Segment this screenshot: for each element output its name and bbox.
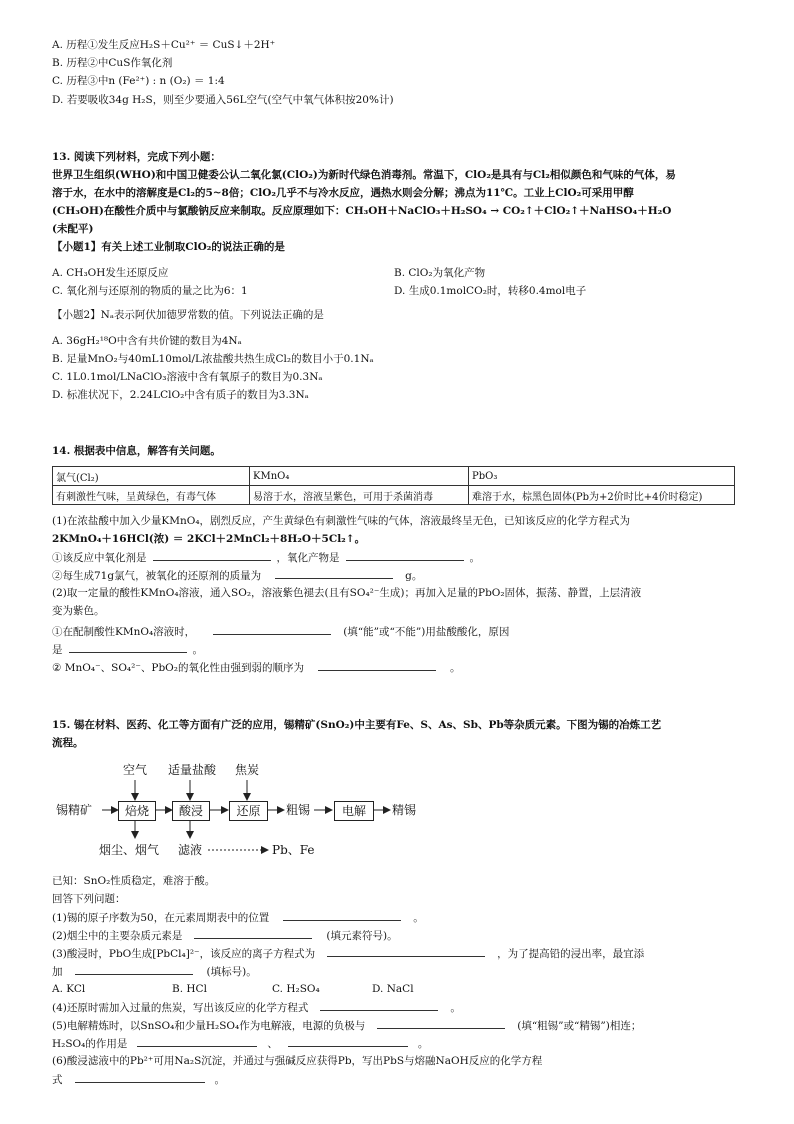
q14-part2-q1-reason — [52, 642, 203, 657]
q15-q3-add: 加 — [52, 966, 63, 978]
q15-q5-text: (5)电解精炼时，以SnSO₄和少量H₂SO₄作为电解液，电源的负极与 — [52, 1020, 366, 1032]
q12-option-b: B. 历程②中CuS作氧化剂 — [52, 57, 173, 69]
q14-part1-q1-text: ①该反应中氧化剂是 — [52, 552, 147, 564]
table-cell: 有刺激性气味，呈黄绿色，有毒气体 — [53, 486, 250, 505]
answer-blank[interactable] — [320, 1000, 438, 1011]
q15-q2-end: (填元素符号)。 — [326, 930, 398, 942]
table-header-cell: 氯气(Cl₂) — [53, 467, 250, 486]
q15-q3-option-c: C. H₂SO₄ — [272, 983, 320, 995]
flow-output-filtrate: 滤液 — [178, 843, 203, 857]
q15-title-line-2: 流程。 — [52, 737, 84, 749]
flow-start-ore: 锡精矿 — [56, 803, 93, 817]
q15-q5-line2 — [52, 1036, 428, 1051]
q14-part2-q2-end: 。 — [450, 662, 461, 674]
table-row — [53, 486, 735, 505]
answer-blank[interactable] — [194, 928, 312, 939]
answer-blank[interactable] — [69, 642, 187, 653]
q12-option-d: D. 若要吸收34g H₂S，则至少要通入56L空气(空气中氧气体积按20%计) — [52, 94, 394, 106]
q15-q6-line2 — [52, 1072, 225, 1087]
q15-q3-text-2: ，为了提高铅的浸出率，最宜添 — [497, 948, 645, 960]
q14-part2-q2 — [52, 660, 461, 675]
q14-part1-q1 — [52, 550, 480, 565]
q15-q1 — [52, 910, 424, 925]
table-header-cell: PbO₃ — [469, 467, 735, 486]
answer-blank[interactable] — [346, 550, 464, 561]
flow-output-dust: 烟尘、烟气 — [99, 843, 160, 857]
table-cell: 易溶于水，溶液呈紫色，可用于杀菌消毒 — [250, 486, 469, 505]
q15-q3-line2 — [52, 964, 257, 979]
q15-q5-text-2: (填“粗锡”或“精锡”)相连； — [517, 1020, 642, 1032]
q15-q6-text: 式 — [52, 1074, 63, 1086]
table-header-row — [53, 467, 735, 486]
q14-title: 14. 根据表中信息，解答有关问题。 — [52, 445, 221, 457]
q14-part2-q1-text-2: (填“能”或“不能”)用盐酸酸化，原因 — [343, 626, 510, 638]
q15-q2-text: (2)烟尘中的主要杂质元素是 — [52, 930, 183, 942]
table-header-cell: KMnO₄ — [250, 467, 469, 486]
q14-part1-q2-text: ②每生成71g氯气，被氧化的还原剂的质量为 — [52, 570, 262, 582]
q14-part2-q2-text: ② MnO₄⁻、SO₄²⁻、PbO₂的氧化性由强到弱的顺序为 — [52, 662, 304, 674]
flow-crude-tin: 粗锡 — [286, 803, 311, 817]
q13-sub2-option-c: C. 1L0.1mol/LNaClO₃溶液中含有氧原子的数目为0.3Nₐ — [52, 371, 323, 383]
q14-part1-stem: (1)在浓盐酸中加入少量KMnO₄，剧烈反应，产生黄绿色有刺激性气味的气体，溶液最终呈无色，已知该反应的化学方程式为 — [52, 515, 631, 527]
answer-blank[interactable] — [377, 1018, 505, 1029]
q15-q3-option-a: A. KCl — [52, 983, 86, 995]
q13-sub1-option-a: A. CH₃OH发生还原反应 — [52, 267, 169, 279]
q15-answer-prompt: 回答下列问题： — [52, 893, 126, 905]
flow-input-coke: 焦炭 — [235, 763, 260, 777]
q13-sub2-title: 【小题2】Nₐ表示阿伏加德罗常数的值。下列说法正确的是 — [52, 309, 324, 321]
answer-blank[interactable] — [213, 624, 331, 635]
q14-part1-q1-end: 。 — [469, 552, 480, 564]
q12-option-c: C. 历程③中n (Fe²⁺) : n (O₂) ＝ 1:4 — [52, 75, 225, 87]
answer-blank[interactable] — [318, 660, 436, 671]
q13-passage-line-3: (CH₃OH)在酸性介质中与氯酸钠反应来制取。反应原理如下：CH₃OH＋NaClO₃＋H₂SO₄ → CO₂↑＋ClO₂↑＋NaHSO₄＋H₂O — [52, 205, 672, 217]
q15-process-flowchart — [52, 762, 452, 862]
q13-sub1-option-d: D. 生成0.1molCO₂时，转移0.4mol电子 — [394, 285, 587, 297]
q15-q5-purpose: H₂SO₄的作用是 — [52, 1038, 128, 1050]
q15-q3-option-b: B. HCl — [172, 983, 207, 995]
q15-q3-end: (填标号)。 — [206, 966, 257, 978]
q13-passage-line-1: 世界卫生组织(WHO)和中国卫健委公认二氧化氯(ClO₂)为新时代绿色消毒剂。常温下，ClO₂是具有与Cl₂相似颜色和气味的气体，易 — [52, 169, 676, 181]
q15-q4 — [52, 1000, 461, 1015]
q15-title-line-1: 15. 锡在材料、医药、化工等方面有广泛的应用，锡精矿(SnO₂)中主要有Fe、S、As、Sb、Pb等杂质元素。下图为锡的冶炼工艺 — [52, 719, 662, 731]
q15-known: 已知：SnO₂性质稳定，难溶于酸。 — [52, 875, 216, 887]
q15-q6: (6)酸浸滤液中的Pb²⁺可用Na₂S沉淀，并通过与强碱反应获得Pb，写出PbS与熔融NaOH反应的化学方程 — [52, 1055, 543, 1067]
q14-part2-q1-reason-end: 。 — [192, 644, 203, 656]
q15-q5 — [52, 1018, 641, 1033]
q13-sub1-option-c: C. 氧化剂与还原剂的物质的量之比为6：1 — [52, 285, 248, 297]
answer-blank[interactable] — [288, 1036, 408, 1047]
q14-info-table — [52, 466, 735, 505]
q15-q4-text: (4)还原时需加入过量的焦炭，写出该反应的化学方程式 — [52, 1002, 309, 1014]
q13-sub1-option-b: B. ClO₂为氧化产物 — [394, 267, 486, 279]
q15-q3-text: (3)酸浸时，PbO生成[PbCl₄]²⁻，该反应的离子方程式为 — [52, 948, 316, 960]
flow-step-electrolysis: 电解 — [334, 801, 374, 821]
q15-q5-end: 。 — [417, 1038, 429, 1050]
q14-part2-stem-2: 变为紫色。 — [52, 605, 105, 617]
answer-blank[interactable] — [75, 1072, 205, 1083]
q15-q5-sep: 、 — [267, 1038, 278, 1050]
q15-q1-text: (1)锡的原子序数为50，在元素周期表中的位置 — [52, 912, 270, 924]
q13-sub2-option-d: D. 标准状况下，2.24LClO₂中含有质子的数目为3.3Nₐ — [52, 389, 309, 401]
flow-input-air: 空气 — [123, 763, 148, 777]
flow-refined-tin: 精锡 — [392, 803, 417, 817]
flow-step-acid-leaching: 酸浸 — [172, 801, 210, 821]
answer-blank[interactable] — [137, 1036, 257, 1047]
q13-sub1-title: 【小题1】有关上述工业制取ClO₂的说法正确的是 — [52, 241, 285, 253]
q14-equation: 2KMnO₄＋16HCl(浓) ＝ 2KCl＋2MnCl₂＋8H₂O＋5Cl₂↑。 — [52, 533, 366, 545]
q15-q1-end: 。 — [413, 912, 424, 924]
q15-q2 — [52, 928, 398, 943]
answer-blank[interactable] — [327, 946, 485, 957]
q14-part2-q1-text: ①在配制酸性KMnO₄溶液时， — [52, 626, 196, 638]
q12-option-a: A. 历程①发生反应H₂S＋Cu²⁺ ＝ CuS↓＋2H⁺ — [52, 39, 276, 51]
answer-blank[interactable] — [283, 910, 401, 921]
q14-part2-q1 — [52, 624, 509, 639]
table-cell: 难溶于水，棕黑色固体(Pb为+2价时比+4价时稳定) — [469, 486, 735, 505]
q13-title: 13. 阅读下列材料，完成下列小题： — [52, 151, 221, 163]
q13-passage-line-4: (未配平) — [52, 223, 94, 235]
q14-part1-q2 — [52, 568, 422, 583]
flow-input-hcl: 适量盐酸 — [168, 763, 217, 777]
q15-q3-option-d: D. NaCl — [372, 983, 414, 995]
q13-passage-line-2: 溶于水，在水中的溶解度是Cl₂的5~8倍；ClO₂几乎不与冷水反应，遇热水则会分解；沸点为11℃。工业上ClO₂可采用甲醇 — [52, 187, 634, 199]
answer-blank[interactable] — [75, 964, 193, 975]
q13-sub2-option-b: B. 足量MnO₂与40mL10mol/L浓盐酸共热生成Cl₂的数目小于0.1Nₐ — [52, 353, 374, 365]
q14-part2-stem: (2)取一定量的酸性KMnO₄溶液，通入SO₂，溶液紫色褪去(且有SO₄²⁻生成)；再加入足量的PbO₂固体，振荡、静置，上层清液 — [52, 587, 642, 599]
q14-part2-q1-reason-text: 是 — [52, 644, 63, 656]
q13-sub2-option-a: A. 36gH₂¹⁸O中含有共价键的数目为4Nₐ — [52, 335, 242, 347]
flow-step-reduction: 还原 — [229, 801, 268, 821]
q14-part1-q2-unit: g。 — [405, 570, 423, 582]
flow-output-pbfe: Pb、Fe — [272, 843, 315, 857]
answer-blank[interactable] — [275, 568, 393, 579]
q15-q4-end: 。 — [450, 1002, 461, 1014]
q14-part1-q1-text-2: ，氧化产物是 — [276, 552, 340, 564]
answer-blank[interactable] — [153, 550, 271, 561]
q15-q3 — [52, 946, 644, 961]
flow-step-roasting: 焙烧 — [118, 801, 156, 821]
q15-q6-end: 。 — [214, 1074, 225, 1086]
